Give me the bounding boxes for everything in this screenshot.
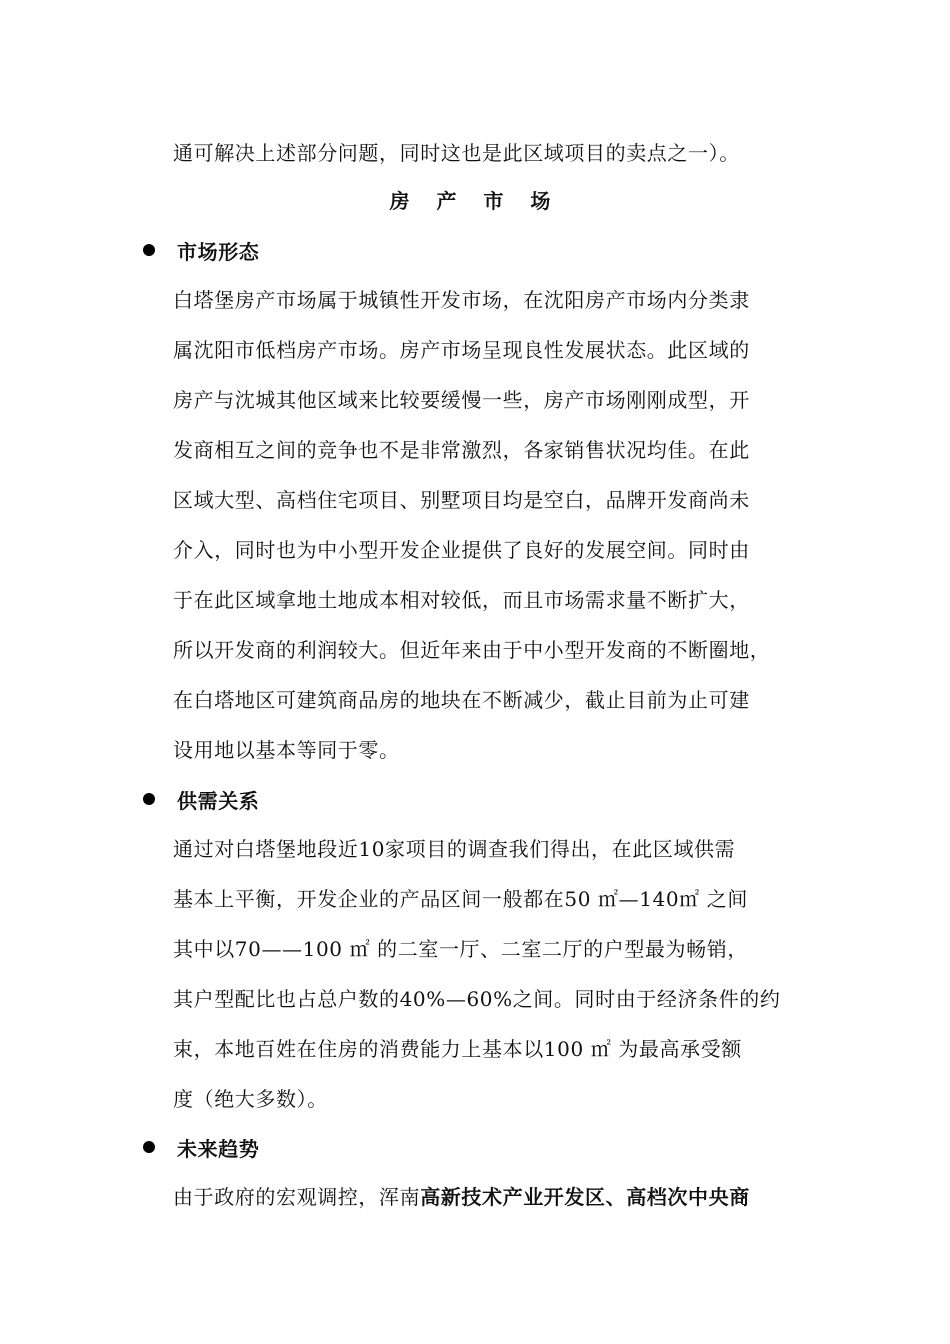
paragraph-line: 其中以70——100 ㎡ 的二室一厅、二室二厅的户型最为畅销， xyxy=(173,937,748,961)
paragraph-line: 房产与沈城其他区域来比较要缓慢一些，房产市场刚刚成型，开 xyxy=(173,388,750,412)
paragraph-line: 设用地以基本等同于零。 xyxy=(173,738,400,762)
paragraph-line: 区域大型、高档住宅项目、别墅项目均是空白，品牌开发商尚未 xyxy=(173,488,750,512)
paragraph-line xyxy=(173,1183,823,1211)
bold-text: 高新技术产业开发区、高档次中央商 xyxy=(420,1185,750,1209)
heading-text: 市场形态 xyxy=(177,239,260,264)
paragraph-line: 于在此区域拿地土地成本相对较低，而且市场需求量不断扩大， xyxy=(173,588,750,612)
heading-future-trend xyxy=(143,1133,259,1161)
paragraph-line: 束，本地百姓在住房的消费能力上基本以100 ㎡ 为最高承受额 xyxy=(173,1037,742,1061)
paragraph-line: 基本上平衡，开发企业的产品区间一般都在50 ㎡—140㎡ 之间 xyxy=(173,887,748,911)
paragraph-line: 介入，同时也为中小型开发企业提供了良好的发展空间。同时由 xyxy=(173,538,750,562)
bullet-icon xyxy=(143,793,155,805)
paragraph-line: 发商相互之间的竞争也不是非常激烈，各家销售状况均佳。在此 xyxy=(173,438,750,462)
intro-line: 通可解决上述部分问题，同时这也是此区域项目的卖点之一）。 xyxy=(173,141,740,165)
paragraph-line: 度（绝大多数）。 xyxy=(173,1087,328,1111)
paragraph-line: 所以开发商的利润较大。但近年来由于中小型开发商的不断圈地， xyxy=(173,638,771,662)
paragraph-line: 属沈阳市低档房产市场。房产市场呈现良性发展状态。此区域的 xyxy=(173,338,750,362)
heading-text: 未来趋势 xyxy=(177,1136,260,1161)
paragraph-line: 白塔堡房产市场属于城镇性开发市场，在沈阳房产市场内分类隶 xyxy=(173,288,750,312)
heading-market-form xyxy=(143,236,259,264)
bullet-icon xyxy=(143,244,155,256)
normal-text: 由于政府的宏观调控，浑南 xyxy=(173,1185,421,1209)
heading-supply-demand xyxy=(143,785,259,813)
section-title: 房 产 市 场 xyxy=(389,189,561,213)
bullet-icon xyxy=(143,1141,155,1153)
paragraph-line: 通过对白塔堡地段近10家项目的调查我们得出，在此区域供需 xyxy=(173,837,736,861)
paragraph-line: 在白塔地区可建筑商品房的地块在不断减少，截止目前为止可建 xyxy=(173,688,750,712)
heading-text: 供需关系 xyxy=(177,788,260,813)
paragraph-line: 其户型配比也占总户数的40%—60%之间。同时由于经济条件的约 xyxy=(173,987,781,1011)
